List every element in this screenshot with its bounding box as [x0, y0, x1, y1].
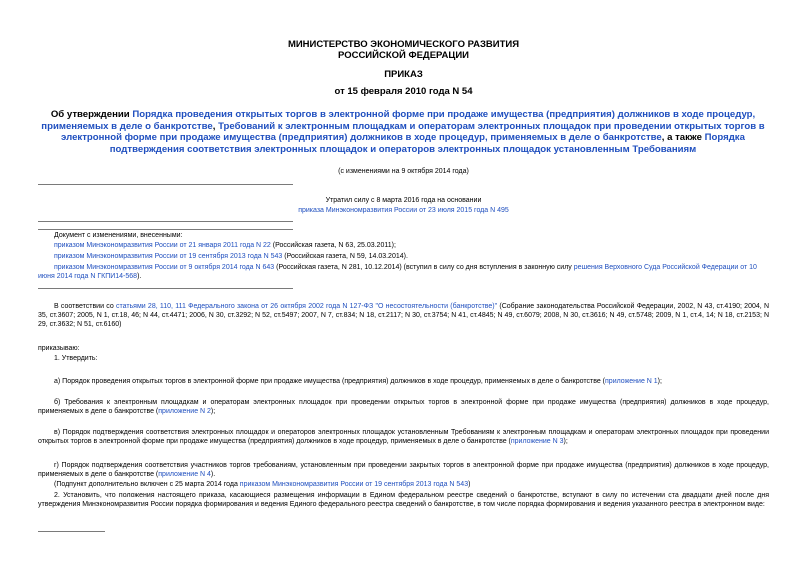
title-link-order[interactable]: Порядка проведения открытых торгов в электронной форме при продаже имущества (предприятия) должников в ходе процедур, применяемых в деле о банкротстве: [41, 109, 756, 132]
doc-title: [38, 109, 768, 155]
changes-item-3: [38, 263, 769, 281]
title-sep-1: ,: [212, 120, 219, 132]
item-v-text: в) Порядок подтверждения соответствия электронных площадок и операторов электронных площадок установленным Требованиям к электронным площадкам и операторам электронных площадок при проведении открытых торгов в электронной форме при продаже имущества (предприятия) должников в ходе процедур, применяемых в деле о банкротстве (: [38, 429, 769, 446]
item-a-text: а) Порядок проведения открытых торгов в электронной форме при продаже имущества (предприятия) должников в ходе процедур, применяемых в деле о банкротстве (: [54, 378, 606, 385]
item-1: 1. Утвердить:: [54, 355, 98, 362]
item-a-appendix-link[interactable]: приложение N 1: [605, 378, 658, 385]
lost-force-link[interactable]: приказа Минэкономразвития России от 23 июля 2015 года N 495: [298, 207, 509, 214]
changes-item-2-link[interactable]: приказом Минэкономразвития России от 19 сентября 2013 года N 543: [54, 253, 283, 260]
changes-item-3-end: ).: [137, 273, 142, 281]
changes-item-3-text: (Российская газета, N 281, 10.12.2014) (вступил в силу со дня вступления в законную силу: [274, 264, 574, 271]
divider: [38, 221, 293, 222]
title-prefix: Об утверждении: [50, 109, 133, 120]
doc-type: ПРИКАЗ: [384, 69, 423, 80]
revision-note: (с изменениями на 9 октября 2014 года): [338, 168, 469, 175]
item-g-text: г) Порядок подтверждения соответствия участников торгов требованиям, установленным при проведении закрытых торгов в электронной форме при продаже имущества (предприятия) должников в ходе процедур, применяемых в деле о банкротстве (: [38, 462, 769, 479]
divider: [38, 288, 293, 289]
changes-item-1-link[interactable]: приказом Минэкономразвития России от 21 января 2011 года N 22: [54, 242, 271, 249]
preamble-rest: (Собрание законодательства Российской Федерации, 2002, N 43, ст.4190; 2004, N 35, ст.3607; 2005, N 1, ст.18, 46; N 44, ст.4471; 2006, N 30, ст.3292; N 52, ст.5497; 2007, N 7, ст.834; N 18, ст.2117; N 30, ст.3754; N 41, ст.4845; N 49, ст.6079; 2008, N 30, ст.3616; N 49, ст.5748; 2009, N 1, ст.4, 14; N 18, ст.2153; N 29, ст.3632; N 51, ст.6160): [38, 303, 769, 329]
title-sep-2: , а также: [661, 132, 705, 143]
item-b: [38, 398, 769, 416]
preamble-law-link[interactable]: статьями 28, 110, 111 Федерального закона от 26 октября 2002 года N 127-ФЗ "О несостоятельности (банкротстве)": [115, 303, 498, 310]
changes-item-2: [54, 252, 774, 261]
changes-item-3-link[interactable]: приказом Минэкономразвития России от 9 октября 2014 года N 643: [54, 264, 275, 271]
order-word: приказываю:: [38, 345, 80, 352]
item-b-text: б) Требования к электронным площадкам и операторам электронных площадок при проведении открытых торгов в электронной форме при продаже имущества (предприятия) должников в ходе процедур, применяемых в деле о банкротстве (: [38, 399, 769, 416]
title-link-confirmation[interactable]: Порядка подтверждения соответствия электронных площадок и операторов электронных площадок установленным Требованиям: [109, 132, 745, 155]
preamble: [38, 302, 769, 330]
ministry-line-2: РОССИЙСКОЙ ФЕДЕРАЦИИ: [337, 50, 469, 61]
footnote-divider: [38, 531, 105, 532]
divider: [38, 229, 293, 230]
title-link-requirements[interactable]: Требований к электронным площадкам и операторам электронных площадок при проведении открытых торгов в электронной форме при продаже имущества (предприятия) должников в ходе процедур, применяемых в деле о банкротстве: [61, 120, 765, 143]
item-a-end: );: [657, 378, 662, 385]
item-b-end: );: [210, 408, 216, 416]
item-g-note-link[interactable]: приказом Минэкономразвития России от 19 сентября 2013 года N 543: [239, 481, 469, 488]
item-g: [38, 461, 769, 479]
item-a: [38, 377, 769, 386]
item-v: [38, 428, 769, 446]
item-g-note: [54, 480, 769, 489]
changes-intro: Документ с изменениями, внесенными:: [54, 232, 183, 239]
item-g-note-text: (Подпункт дополнительно включен с 25 марта 2014 года: [54, 481, 240, 488]
divider: [38, 184, 293, 185]
changes-item-2-text: (Российская газета, N 59, 14.03.2014).: [282, 253, 408, 260]
doc-date: от 15 февраля 2010 года N 54: [334, 86, 473, 97]
item-g-end: ).: [210, 471, 216, 479]
item-v-appendix-link[interactable]: приложение N 3: [510, 438, 564, 446]
ministry-line-1: МИНИСТЕРСТВО ЭКОНОМИЧЕСКОГО РАЗВИТИЯ: [287, 39, 520, 50]
item-g-note-end: ): [468, 481, 471, 488]
item-2: 2. Установить, что положения настоящего приказа, касающиеся размещения информации в Едином федеральном реестре сведений о банкротстве, вступают в силу по истечении ста двадцати дней после дня утверждения Минэкономразвития России порядка формирования и ведения Единого федерального реестра сведений о банкротстве, в том числе порядка формирования и ведения указанного реестра в электронном виде:: [38, 492, 769, 509]
lost-force-line: Утратил силу с 8 марта 2016 года на основании: [325, 197, 482, 204]
preamble-start: В соответствии со: [54, 303, 116, 310]
item-b-appendix-link[interactable]: приложение N 2: [158, 408, 211, 416]
changes-item-1-text: (Российская газета, N 63, 25.03.2011);: [270, 242, 396, 249]
changes-item-1: [54, 241, 774, 250]
changes-item-3-court-link[interactable]: решения Верховного Суда Российской Федерации от 10 июня 2014 года N ГКПИ14-568: [38, 264, 757, 281]
item-v-end: );: [563, 438, 568, 446]
item-g-appendix-link[interactable]: приложение N 4: [158, 471, 211, 479]
